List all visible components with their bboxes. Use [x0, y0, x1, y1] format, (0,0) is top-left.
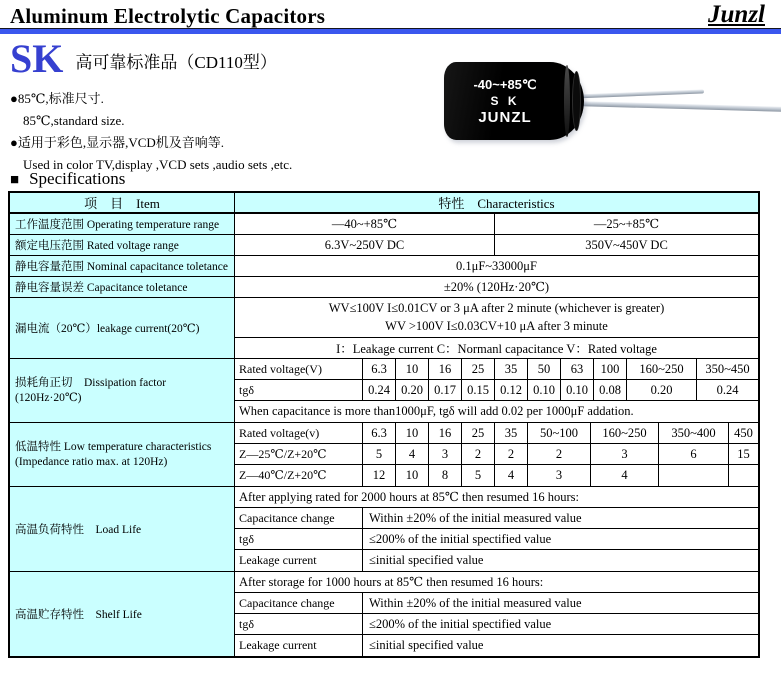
- row-label-sub: (120Hz·20℃): [15, 391, 82, 404]
- dissipation-voltage-row: [235, 359, 758, 380]
- z25-value: 6: [659, 444, 729, 464]
- brand-logo: Junzl: [708, 1, 765, 28]
- series-code: SK: [10, 36, 64, 81]
- row-leakage-current: [10, 298, 758, 359]
- z25-value: 4: [396, 444, 429, 464]
- col-header-item: 项 目 Item: [10, 193, 235, 212]
- row-label: 静电容量范围 Nominal capacitance toletance: [10, 256, 235, 276]
- feature-line: Used in color TV,display ,VCD sets ,audio sets ,etc.: [23, 157, 293, 172]
- specifications-heading: [10, 169, 125, 189]
- dissipation-note: When capacitance is more than1000μF, tgδ will add 0.02 per 1000μF addation.: [239, 404, 634, 418]
- voltage-col: 35: [495, 423, 528, 443]
- feature-line: 85℃,standard size.: [23, 113, 125, 128]
- voltage-col: 160~250: [627, 359, 697, 379]
- row-label-main: 损耗角正切 Dissipation factor: [15, 376, 167, 389]
- row-label-sub: (Impedance ratio max. at 120Hz): [15, 455, 168, 468]
- row-label: [10, 423, 235, 486]
- criteria-name: Capacitance change: [235, 508, 363, 528]
- leakage-formula-low: WV≤100V I≤0.01CV or 3 μA after 2 minute (whichever is greater): [328, 301, 665, 315]
- row-label: [10, 359, 235, 422]
- voltage-col: 63: [561, 359, 594, 379]
- voltage-col: 25: [462, 359, 495, 379]
- voltage-col: 160~250: [591, 423, 659, 443]
- voltage-col: 10: [396, 423, 429, 443]
- z25-value: 15: [737, 446, 750, 461]
- dissipation-note-row: [235, 401, 758, 422]
- criteria-name: tgδ: [235, 614, 363, 634]
- low-temp-subtable: [235, 423, 758, 486]
- tgd-value: 0.12: [495, 380, 528, 400]
- row-capacitance-tolerance: [10, 277, 758, 298]
- impedance-z25-row: [235, 444, 758, 465]
- rated-voltage-high: 350V~450V DC: [585, 237, 668, 252]
- z25-value: 3: [429, 444, 462, 464]
- impedance-z40-row: [235, 465, 758, 486]
- row-shelf-life: [10, 572, 758, 656]
- square-bullet-icon: ■: [10, 172, 20, 188]
- z25-value: 5: [363, 444, 396, 464]
- voltage-col: 100: [594, 359, 627, 379]
- tgd-value: 0.24: [363, 380, 396, 400]
- z40-label: Z—40℃/Z+20℃: [235, 465, 363, 486]
- voltage-col: 50~100: [528, 423, 591, 443]
- feature-line: ●85℃,标准尺寸.: [10, 91, 104, 106]
- load-life-item-row: [235, 508, 758, 529]
- load-life-condition: After applying rated for 2000 hours at 85℃ then resumed 16 hours:: [239, 490, 579, 504]
- voltage-col: 450: [734, 425, 753, 440]
- row-label: 额定电压范围 Rated voltage range: [10, 235, 235, 255]
- capacitor-series-label: S K: [490, 93, 520, 108]
- criteria-value: ≤200% of the initial spectified value: [369, 616, 552, 631]
- voltage-col: 50: [528, 359, 561, 379]
- shelf-life-item-row: [235, 635, 758, 656]
- header-rule-blue: [0, 29, 781, 34]
- tgd-value: 0.20: [627, 380, 697, 400]
- operating-temp-high: —25~+85℃: [593, 217, 660, 231]
- capacitor-crimp-ring: [564, 65, 570, 137]
- leakage-formula-high: WV >100V I≤0.03CV+10 μA after 3 minute: [385, 319, 608, 333]
- spec-table: [8, 191, 760, 658]
- z40-value: 3: [528, 465, 591, 486]
- subtable-header: Rated voltage(v): [235, 423, 363, 443]
- shelf-life-subtable: [235, 572, 758, 656]
- capacitor-temp-label: -40~+85℃: [473, 76, 537, 92]
- row-label: 高温负荷特性 Load Life: [10, 487, 235, 571]
- row-label: 工作温度范围 Operating temperature range: [10, 214, 235, 234]
- tgd-value: 0.24: [716, 382, 739, 397]
- series-heading: [10, 36, 277, 81]
- low-temp-voltage-row: [235, 423, 758, 444]
- dissipation-subtable: [235, 359, 758, 422]
- capacitor-end-seal: [572, 71, 581, 131]
- criteria-name: Leakage current: [235, 550, 363, 571]
- row-operating-temp: [10, 214, 758, 235]
- voltage-col: 350~400: [659, 423, 729, 443]
- row-dissipation-factor: [10, 359, 758, 423]
- tgd-value: 0.17: [429, 380, 462, 400]
- load-life-subtable: [235, 487, 758, 571]
- z40-value: 8: [429, 465, 462, 486]
- z40-value: 10: [396, 465, 429, 486]
- voltage-col: 6.3: [363, 359, 396, 379]
- shelf-life-item-row: [235, 614, 758, 635]
- capacitance-tolerance-value: ±20% (120Hz·20℃): [443, 280, 550, 294]
- capacitance-range-value: 0.1μF~33000μF: [456, 258, 537, 273]
- row-label: 静电容量误差 Capacitance toletance: [10, 277, 235, 297]
- z40-value: 12: [363, 465, 396, 486]
- criteria-value: ≤initial specified value: [369, 553, 484, 567]
- shelf-life-condition: After storage for 1000 hours at 85℃ then resumed 16 hours:: [239, 575, 544, 589]
- z40-value: [659, 465, 729, 486]
- tgd-value: 0.08: [594, 380, 627, 400]
- tgd-value: 0.15: [462, 380, 495, 400]
- tgd-value: 0.20: [396, 380, 429, 400]
- z25-value: 3: [591, 444, 659, 464]
- feature-line: ●适用于彩色,显示器,VCD机及音响等.: [10, 135, 225, 150]
- col-header-characteristics: 特性 Characteristics: [235, 193, 758, 212]
- dissipation-tgd-row: [235, 380, 758, 401]
- voltage-col: 16: [429, 423, 462, 443]
- operating-temp-low: —40~+85℃: [235, 214, 495, 234]
- z25-value: 2: [528, 444, 591, 464]
- capacitor-body: [444, 62, 584, 140]
- tgd-value: 0.10: [528, 380, 561, 400]
- z40-value: [729, 465, 758, 486]
- voltage-col: 350~450: [705, 361, 750, 376]
- load-life-item-row: [235, 550, 758, 571]
- criteria-value: Within ±20% of the initial measured value: [369, 510, 582, 525]
- criteria-name: Leakage current: [235, 635, 363, 656]
- capacitor-lead: [576, 101, 781, 112]
- tgd-value: 0.10: [561, 380, 594, 400]
- specifications-title: Specifications: [29, 169, 126, 188]
- z40-value: 4: [495, 465, 528, 486]
- criteria-value: ≤200% of the initial spectified value: [369, 531, 552, 546]
- voltage-col: 16: [429, 359, 462, 379]
- doc-title: Aluminum Electrolytic Capacitors: [10, 4, 326, 28]
- voltage-col: 6.3: [363, 423, 396, 443]
- capacitor-lead: [572, 89, 704, 98]
- z40-value: 4: [591, 465, 659, 486]
- series-description: 高可靠标准品（CD110型）: [75, 53, 277, 72]
- row-capacitance-range: [10, 256, 758, 277]
- row-rated-voltage: [10, 235, 758, 256]
- load-life-condition-row: [235, 487, 758, 508]
- z25-value: 2: [462, 444, 495, 464]
- row-label: 高温贮存特性 Shelf Life: [10, 572, 235, 656]
- capacitor-photo: [444, 62, 764, 152]
- voltage-col: 25: [462, 423, 495, 443]
- row-load-life: [10, 487, 758, 572]
- load-life-item-row: [235, 529, 758, 550]
- table-header-row: [10, 193, 758, 214]
- shelf-life-condition-row: [235, 572, 758, 593]
- leakage-formulas: [235, 298, 758, 338]
- leakage-symbol-legend: I：Leakage current C：Normanl capacitance V：Rated voltage: [336, 342, 657, 356]
- row-label: 漏电流（20℃）leakage current(20℃): [10, 298, 235, 358]
- z25-label: Z—25℃/Z+20℃: [235, 444, 363, 464]
- tgd-label: tgδ: [235, 380, 363, 400]
- shelf-life-item-row: [235, 593, 758, 614]
- capacitor-brand-label: JUNZL: [478, 108, 532, 126]
- subtable-header: Rated voltage(V): [235, 359, 363, 379]
- row-label-main: 低温特性 Low temperature characteristics: [15, 440, 212, 453]
- z40-value: 5: [462, 465, 495, 486]
- criteria-value: ≤initial specified value: [369, 638, 484, 652]
- voltage-col: 35: [495, 359, 528, 379]
- feature-list: [10, 88, 292, 176]
- voltage-col: 10: [396, 359, 429, 379]
- criteria-name: tgδ: [235, 529, 363, 549]
- z25-value: 2: [495, 444, 528, 464]
- leakage-detail: [235, 298, 758, 358]
- criteria-name: Capacitance change: [235, 593, 363, 613]
- criteria-value: Within ±20% of the initial measured value: [369, 595, 582, 610]
- row-low-temperature: [10, 423, 758, 487]
- rated-voltage-low: 6.3V~250V DC: [235, 235, 495, 255]
